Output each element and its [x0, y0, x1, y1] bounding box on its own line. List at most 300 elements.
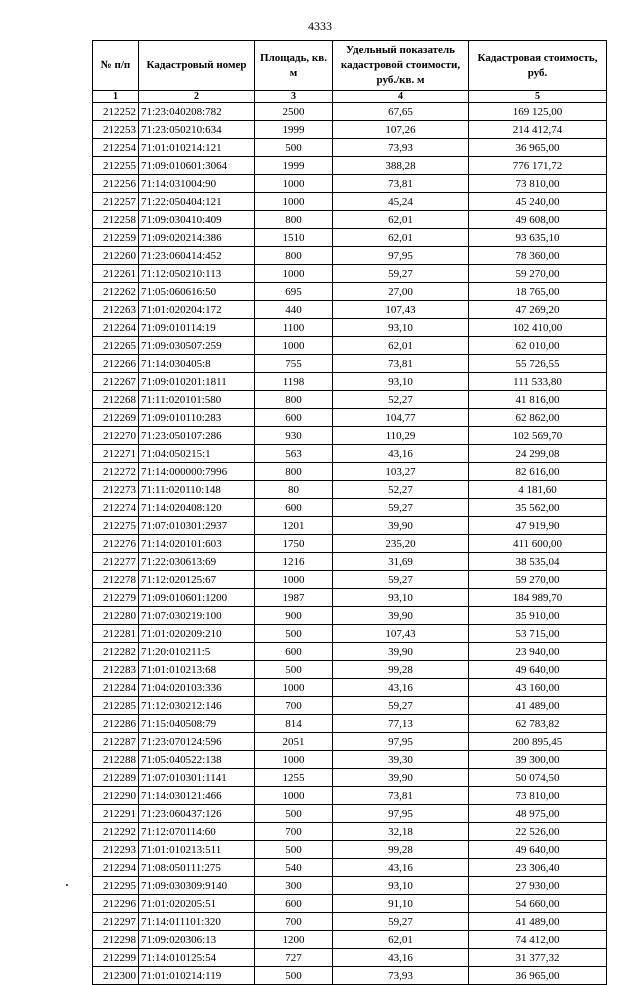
cadastral-value-cell: 776 171,72 [469, 157, 607, 175]
row-number-cell: 212256 [93, 175, 139, 193]
cadastral-number-cell: 71:01:020205:51 [139, 895, 255, 913]
cadastral-value-cell: 62 783,82 [469, 715, 607, 733]
cadastral-number-cell: 71:23:060437:126 [139, 805, 255, 823]
row-number-cell: 212300 [93, 967, 139, 985]
row-number-cell: 212294 [93, 859, 139, 877]
unit-value-cell: 43,16 [333, 445, 469, 463]
cadastral-value-cell: 93 635,10 [469, 229, 607, 247]
cadastral-number-cell: 71:09:030410:409 [139, 211, 255, 229]
cadastral-value-cell: 54 660,00 [469, 895, 607, 913]
area-cell: 755 [255, 355, 333, 373]
table-row [93, 787, 607, 805]
row-number-cell: 212274 [93, 499, 139, 517]
unit-value-cell: 77,13 [333, 715, 469, 733]
table-row [93, 859, 607, 877]
row-number-cell: 212255 [93, 157, 139, 175]
row-number-cell: 212275 [93, 517, 139, 535]
row-number-cell: 212286 [93, 715, 139, 733]
area-cell: 1000 [255, 193, 333, 211]
unit-value-cell: 73,93 [333, 139, 469, 157]
cadastral-value-cell: 43 160,00 [469, 679, 607, 697]
area-cell: 440 [255, 301, 333, 319]
table-row [93, 265, 607, 283]
table-row [93, 175, 607, 193]
cadastral-value-cell: 31 377,32 [469, 949, 607, 967]
row-number-cell: 212262 [93, 283, 139, 301]
table-row [93, 967, 607, 985]
table-row [93, 589, 607, 607]
row-number-cell: 212265 [93, 337, 139, 355]
table-row [93, 625, 607, 643]
unit-value-cell: 43,16 [333, 679, 469, 697]
unit-value-cell: 93,10 [333, 877, 469, 895]
cadastral-value-cell: 49 640,00 [469, 841, 607, 859]
area-cell: 80 [255, 481, 333, 499]
unit-value-cell: 43,16 [333, 859, 469, 877]
cadastral-number-cell: 71:01:020204:172 [139, 301, 255, 319]
cadastral-value-cell: 50 074,50 [469, 769, 607, 787]
area-cell: 1750 [255, 535, 333, 553]
cadastral-number-cell: 71:14:030121:466 [139, 787, 255, 805]
cadastral-value-cell: 53 715,00 [469, 625, 607, 643]
cadastral-number-cell: 71:05:040522:138 [139, 751, 255, 769]
header-unit-value: Удельный показатель кадастровой стоимости, руб./кв. м [333, 41, 469, 91]
cadastral-number-cell: 71:01:010214:119 [139, 967, 255, 985]
cadastral-number-cell: 71:09:020306:13 [139, 931, 255, 949]
table-row [93, 517, 607, 535]
unit-value-cell: 52,27 [333, 481, 469, 499]
table-row [93, 607, 607, 625]
unit-value-cell: 73,81 [333, 787, 469, 805]
row-number-cell: 212261 [93, 265, 139, 283]
unit-value-cell: 93,10 [333, 589, 469, 607]
cadastral-number-cell: 71:14:020408:120 [139, 499, 255, 517]
unit-value-cell: 107,43 [333, 301, 469, 319]
header-cadastral-number: Кадастровый номер [139, 41, 255, 91]
column-number: 5 [469, 91, 607, 103]
table-row [93, 373, 607, 391]
row-number-cell: 212254 [93, 139, 139, 157]
cadastral-value-cell: 184 989,70 [469, 589, 607, 607]
column-number-row [93, 91, 607, 103]
unit-value-cell: 104,77 [333, 409, 469, 427]
unit-value-cell: 62,01 [333, 337, 469, 355]
unit-value-cell: 39,30 [333, 751, 469, 769]
unit-value-cell: 32,18 [333, 823, 469, 841]
cadastral-value-cell: 62 010,00 [469, 337, 607, 355]
row-number-cell: 212257 [93, 193, 139, 211]
cadastral-value-cell: 47 919,90 [469, 517, 607, 535]
table-row [93, 211, 607, 229]
row-number-cell: 212292 [93, 823, 139, 841]
unit-value-cell: 99,28 [333, 841, 469, 859]
cadastral-number-cell: 71:07:010301:2937 [139, 517, 255, 535]
cadastral-value-cell: 18 765,00 [469, 283, 607, 301]
cadastral-value-cell: 23 940,00 [469, 643, 607, 661]
area-cell: 930 [255, 427, 333, 445]
cadastral-number-cell: 71:04:050215:1 [139, 445, 255, 463]
cadastral-number-cell: 71:09:010601:3064 [139, 157, 255, 175]
unit-value-cell: 73,81 [333, 175, 469, 193]
unit-value-cell: 39,90 [333, 643, 469, 661]
table-row [93, 733, 607, 751]
unit-value-cell: 97,95 [333, 805, 469, 823]
cadastral-number-cell: 71:12:050210:113 [139, 265, 255, 283]
unit-value-cell: 73,93 [333, 967, 469, 985]
cadastral-number-cell: 71:15:040508:79 [139, 715, 255, 733]
cadastral-number-cell: 71:23:070124:596 [139, 733, 255, 751]
cadastral-value-cell: 74 412,00 [469, 931, 607, 949]
cadastral-number-cell: 71:09:020214:386 [139, 229, 255, 247]
row-number-cell: 212295 [93, 877, 139, 895]
cadastral-number-cell: 71:14:010125:54 [139, 949, 255, 967]
cadastral-value-cell: 23 306,40 [469, 859, 607, 877]
cadastral-number-cell: 71:14:020101:603 [139, 535, 255, 553]
area-cell: 600 [255, 643, 333, 661]
area-cell: 1000 [255, 751, 333, 769]
cadastral-number-cell: 71:09:010601:1200 [139, 589, 255, 607]
cadastral-value-cell: 102 569,70 [469, 427, 607, 445]
cadastral-number-cell: 71:09:010110:283 [139, 409, 255, 427]
cadastral-value-cell: 35 910,00 [469, 607, 607, 625]
cadastral-value-cell: 78 360,00 [469, 247, 607, 265]
cadastral-value-cell: 169 125,00 [469, 103, 607, 121]
area-cell: 1000 [255, 787, 333, 805]
row-number-cell: 212284 [93, 679, 139, 697]
unit-value-cell: 27,00 [333, 283, 469, 301]
table-header-row [93, 41, 607, 91]
area-cell: 300 [255, 877, 333, 895]
table-row [93, 409, 607, 427]
unit-value-cell: 59,27 [333, 499, 469, 517]
cadastral-number-cell: 71:07:010301:1141 [139, 769, 255, 787]
area-cell: 1200 [255, 931, 333, 949]
unit-value-cell: 97,95 [333, 733, 469, 751]
cadastral-value-cell: 35 562,00 [469, 499, 607, 517]
area-cell: 600 [255, 895, 333, 913]
area-cell: 1000 [255, 571, 333, 589]
table-row [93, 931, 607, 949]
cadastral-value-cell: 49 608,00 [469, 211, 607, 229]
area-cell: 814 [255, 715, 333, 733]
cadastral-value-cell: 45 240,00 [469, 193, 607, 211]
unit-value-cell: 45,24 [333, 193, 469, 211]
cadastral-value-cell: 200 895,45 [469, 733, 607, 751]
area-cell: 1999 [255, 157, 333, 175]
cadastral-value-cell: 24 299,08 [469, 445, 607, 463]
page-number: 4333 [308, 19, 332, 33]
area-cell: 1201 [255, 517, 333, 535]
table-row [93, 193, 607, 211]
unit-value-cell: 91,10 [333, 895, 469, 913]
cadastral-number-cell: 71:23:060414:452 [139, 247, 255, 265]
table-body [93, 103, 607, 985]
cadastral-number-cell: 71:20:010211:5 [139, 643, 255, 661]
unit-value-cell: 235,20 [333, 535, 469, 553]
cadastral-value-cell: 102 410,00 [469, 319, 607, 337]
cadastral-number-cell: 71:12:020125:67 [139, 571, 255, 589]
table-row [93, 301, 607, 319]
table-row [93, 553, 607, 571]
cadastral-number-cell: 71:11:020101:580 [139, 391, 255, 409]
table-row [93, 769, 607, 787]
area-cell: 1999 [255, 121, 333, 139]
unit-value-cell: 103,27 [333, 463, 469, 481]
cadastral-value-cell: 73 810,00 [469, 787, 607, 805]
area-cell: 1255 [255, 769, 333, 787]
unit-value-cell: 97,95 [333, 247, 469, 265]
area-cell: 900 [255, 607, 333, 625]
cadastral-value-cell: 82 616,00 [469, 463, 607, 481]
row-number-cell: 212264 [93, 319, 139, 337]
row-number-cell: 212290 [93, 787, 139, 805]
area-cell: 800 [255, 463, 333, 481]
row-number-cell: 212272 [93, 463, 139, 481]
row-number-cell: 212278 [93, 571, 139, 589]
area-cell: 700 [255, 913, 333, 931]
header-cadastral-value: Кадастровая стоимость, руб. [469, 41, 607, 91]
table-row [93, 319, 607, 337]
cadastral-value-cell: 38 535,04 [469, 553, 607, 571]
cadastral-value-cell: 55 726,55 [469, 355, 607, 373]
row-number-cell: 212258 [93, 211, 139, 229]
table-row [93, 841, 607, 859]
table-row [93, 823, 607, 841]
cadastral-value-cell: 214 412,74 [469, 121, 607, 139]
table-row [93, 571, 607, 589]
row-number-cell: 212280 [93, 607, 139, 625]
row-number-cell: 212296 [93, 895, 139, 913]
row-number-cell: 212288 [93, 751, 139, 769]
cadastral-number-cell: 71:14:031004:90 [139, 175, 255, 193]
cadastral-number-cell: 71:23:050107:286 [139, 427, 255, 445]
cadastral-number-cell: 71:08:050111:275 [139, 859, 255, 877]
row-number-cell: 212291 [93, 805, 139, 823]
table-row [93, 463, 607, 481]
row-number-cell: 212267 [93, 373, 139, 391]
table-row [93, 949, 607, 967]
table-row [93, 355, 607, 373]
area-cell: 2500 [255, 103, 333, 121]
cadastral-number-cell: 71:22:030613:69 [139, 553, 255, 571]
area-cell: 500 [255, 841, 333, 859]
unit-value-cell: 67,65 [333, 103, 469, 121]
row-number-cell: 212299 [93, 949, 139, 967]
cadastral-value-cell: 48 975,00 [469, 805, 607, 823]
area-cell: 1100 [255, 319, 333, 337]
row-number-cell: 212289 [93, 769, 139, 787]
unit-value-cell: 62,01 [333, 229, 469, 247]
unit-value-cell: 39,90 [333, 517, 469, 535]
cadastral-number-cell: 71:09:010114:19 [139, 319, 255, 337]
cadastral-value-cell: 39 300,00 [469, 751, 607, 769]
cadastral-number-cell: 71:23:050210:634 [139, 121, 255, 139]
cadastral-value-cell: 36 965,00 [469, 139, 607, 157]
cadastral-value-cell: 47 269,20 [469, 301, 607, 319]
cadastral-number-cell: 71:04:020103:336 [139, 679, 255, 697]
unit-value-cell: 52,27 [333, 391, 469, 409]
row-number-cell: 212285 [93, 697, 139, 715]
cadastral-number-cell: 71:09:010201:1811 [139, 373, 255, 391]
unit-value-cell: 110,29 [333, 427, 469, 445]
cadastral-number-cell: 71:22:050404:121 [139, 193, 255, 211]
cadastral-number-cell: 71:11:020110:148 [139, 481, 255, 499]
table-row [93, 697, 607, 715]
row-number-cell: 212282 [93, 643, 139, 661]
unit-value-cell: 59,27 [333, 265, 469, 283]
cadastral-value-cell: 22 526,00 [469, 823, 607, 841]
area-cell: 1000 [255, 337, 333, 355]
cadastral-value-cell: 41 816,00 [469, 391, 607, 409]
table-row [93, 499, 607, 517]
unit-value-cell: 59,27 [333, 571, 469, 589]
table-row [93, 877, 607, 895]
cadastral-number-cell: 71:12:070114:60 [139, 823, 255, 841]
unit-value-cell: 39,90 [333, 769, 469, 787]
unit-value-cell: 43,16 [333, 949, 469, 967]
cadastral-value-cell: 59 270,00 [469, 265, 607, 283]
area-cell: 1216 [255, 553, 333, 571]
cadastral-value-cell: 4 181,60 [469, 481, 607, 499]
unit-value-cell: 99,28 [333, 661, 469, 679]
area-cell: 563 [255, 445, 333, 463]
table-row [93, 391, 607, 409]
row-number-cell: 212293 [93, 841, 139, 859]
area-cell: 1510 [255, 229, 333, 247]
row-number-cell: 212259 [93, 229, 139, 247]
header-row-number: № п/п [93, 41, 139, 91]
unit-value-cell: 31,69 [333, 553, 469, 571]
area-cell: 600 [255, 409, 333, 427]
table-row [93, 481, 607, 499]
area-cell: 500 [255, 625, 333, 643]
unit-value-cell: 59,27 [333, 913, 469, 931]
table-row [93, 445, 607, 463]
cadastral-number-cell: 71:07:030219:100 [139, 607, 255, 625]
table-row [93, 679, 607, 697]
header-area: Площадь, кв. м [255, 41, 333, 91]
cadastral-value-cell: 41 489,00 [469, 913, 607, 931]
unit-value-cell: 39,90 [333, 607, 469, 625]
table-row [93, 229, 607, 247]
area-cell: 500 [255, 139, 333, 157]
table-row [93, 139, 607, 157]
table-row [93, 895, 607, 913]
table-row [93, 661, 607, 679]
table-row [93, 643, 607, 661]
table-row [93, 427, 607, 445]
row-number-cell: 212269 [93, 409, 139, 427]
area-cell: 540 [255, 859, 333, 877]
area-cell: 695 [255, 283, 333, 301]
row-number-cell: 212283 [93, 661, 139, 679]
unit-value-cell: 107,43 [333, 625, 469, 643]
cadastral-number-cell: 71:23:040208:782 [139, 103, 255, 121]
table-row [93, 157, 607, 175]
row-number-cell: 212279 [93, 589, 139, 607]
area-cell: 1198 [255, 373, 333, 391]
unit-value-cell: 73,81 [333, 355, 469, 373]
row-number-cell: 212276 [93, 535, 139, 553]
row-number-cell: 212260 [93, 247, 139, 265]
area-cell: 2051 [255, 733, 333, 751]
unit-value-cell: 93,10 [333, 319, 469, 337]
column-number: 4 [333, 91, 469, 103]
cadastral-value-cell: 41 489,00 [469, 697, 607, 715]
row-number-cell: 212252 [93, 103, 139, 121]
unit-value-cell: 93,10 [333, 373, 469, 391]
area-cell: 800 [255, 247, 333, 265]
cadastral-number-cell: 71:01:010213:511 [139, 841, 255, 859]
table-row [93, 751, 607, 769]
table-row [93, 913, 607, 931]
unit-value-cell: 62,01 [333, 211, 469, 229]
area-cell: 1000 [255, 265, 333, 283]
area-cell: 500 [255, 967, 333, 985]
row-number-cell: 212277 [93, 553, 139, 571]
area-cell: 800 [255, 211, 333, 229]
row-number-cell: 212271 [93, 445, 139, 463]
area-cell: 700 [255, 697, 333, 715]
row-number-cell: 212298 [93, 931, 139, 949]
area-cell: 500 [255, 805, 333, 823]
cadastral-number-cell: 71:09:030507:259 [139, 337, 255, 355]
table-row [93, 535, 607, 553]
table-row [93, 103, 607, 121]
row-number-cell: 212263 [93, 301, 139, 319]
cadastral-value-table [92, 40, 607, 985]
unit-value-cell: 388,28 [333, 157, 469, 175]
cadastral-value-cell: 411 600,00 [469, 535, 607, 553]
column-number: 1 [93, 91, 139, 103]
table-row [93, 283, 607, 301]
cadastral-number-cell: 71:14:000000:7996 [139, 463, 255, 481]
cadastral-number-cell: 71:14:030405:8 [139, 355, 255, 373]
area-cell: 600 [255, 499, 333, 517]
table-row [93, 121, 607, 139]
cadastral-number-cell: 71:12:030212:146 [139, 697, 255, 715]
area-cell: 1000 [255, 175, 333, 193]
row-number-cell: 212266 [93, 355, 139, 373]
area-cell: 500 [255, 661, 333, 679]
row-number-cell: 212287 [93, 733, 139, 751]
unit-value-cell: 107,26 [333, 121, 469, 139]
cadastral-number-cell: 71:01:010214:121 [139, 139, 255, 157]
cadastral-value-cell: 62 862,00 [469, 409, 607, 427]
area-cell: 700 [255, 823, 333, 841]
area-cell: 800 [255, 391, 333, 409]
scan-speck [66, 884, 68, 886]
row-number-cell: 212297 [93, 913, 139, 931]
unit-value-cell: 59,27 [333, 697, 469, 715]
row-number-cell: 212281 [93, 625, 139, 643]
cadastral-value-cell: 36 965,00 [469, 967, 607, 985]
table-row [93, 337, 607, 355]
cadastral-value-cell: 27 930,00 [469, 877, 607, 895]
cadastral-number-cell: 71:14:011101:320 [139, 913, 255, 931]
cadastral-number-cell: 71:05:060616:50 [139, 283, 255, 301]
cadastral-number-cell: 71:01:020209:210 [139, 625, 255, 643]
cadastral-value-cell: 59 270,00 [469, 571, 607, 589]
cadastral-value-cell: 73 810,00 [469, 175, 607, 193]
table-row [93, 715, 607, 733]
cadastral-value-cell: 49 640,00 [469, 661, 607, 679]
unit-value-cell: 62,01 [333, 931, 469, 949]
cadastral-value-cell: 111 533,80 [469, 373, 607, 391]
row-number-cell: 212268 [93, 391, 139, 409]
table-row [93, 805, 607, 823]
area-cell: 1000 [255, 679, 333, 697]
